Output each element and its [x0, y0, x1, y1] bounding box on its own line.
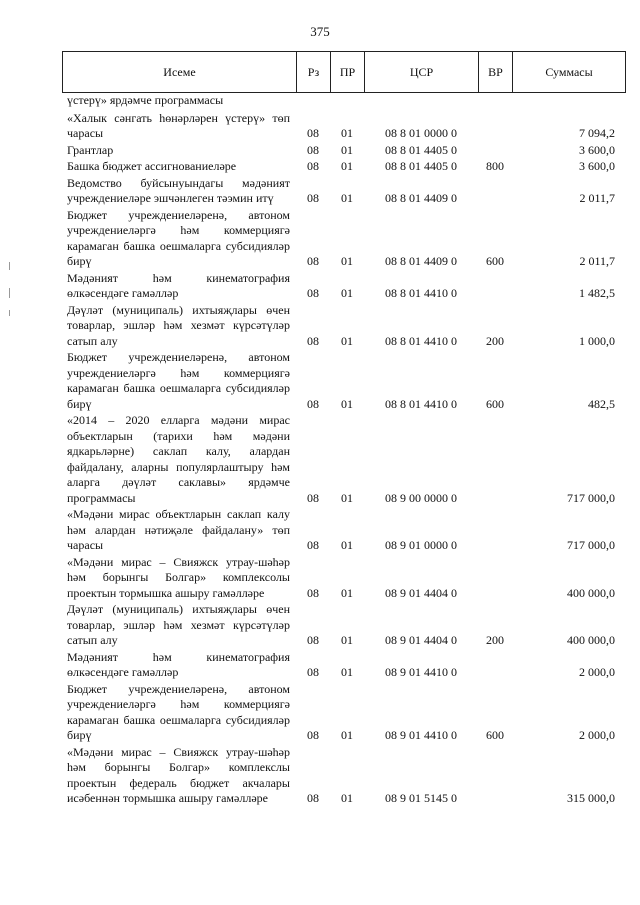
table-row	[62, 745, 625, 807]
cell-csr: 08 8 01 4410 0	[385, 396, 457, 411]
cell-pr: 01	[341, 728, 353, 742]
cell-csr: 08 9 01 4410 0	[385, 665, 457, 679]
cell-rz: 08	[307, 396, 319, 411]
cell-name: Грантлар	[67, 142, 114, 157]
table-row	[62, 159, 625, 175]
cell-rz: 08	[307, 126, 319, 140]
cell-name: Башка бюджет ассигнованиеләре	[67, 159, 237, 173]
cell-name: «Мәдәни мирас объектларын саклап калу һәм алардан нәтиҗәле файдалану» төп чарасы	[67, 507, 290, 552]
table-row	[62, 111, 625, 142]
cell-sum: 1 482,5	[579, 286, 615, 300]
cell-vr: 600	[486, 254, 504, 268]
table-row	[62, 555, 625, 602]
cell-sum: 2 011,7	[579, 254, 615, 268]
header-rz: Рз	[297, 52, 331, 93]
cell-rz: 08	[307, 490, 319, 505]
cell-sum: 400 000,0	[567, 633, 615, 647]
table-row	[62, 208, 625, 270]
cell-rz: 08	[307, 142, 319, 157]
cell-name: Бюджет учреждениеләренә, автоном учреждениеләргә һәм коммерциягә карамаган башка оешмаларга субсидияләр бирү	[67, 681, 290, 742]
cell-csr: 08 8 01 4405 0	[385, 142, 457, 157]
cell-csr: 08 8 01 0000 0	[385, 126, 457, 140]
cell-sum: 1 000,0	[579, 333, 615, 348]
cell-pr: 01	[341, 791, 353, 805]
cell-csr: 08 8 01 4409 0	[385, 254, 457, 268]
cell-pr: 01	[341, 159, 353, 173]
table-row	[62, 602, 625, 649]
cell-sum: 2 000,0	[579, 665, 615, 679]
cell-pr: 01	[341, 254, 353, 268]
cell-vr: 800	[486, 159, 504, 173]
cell-rz: 08	[307, 159, 319, 173]
cell-rz: 08	[307, 633, 319, 647]
table-row	[62, 176, 625, 207]
cell-csr: 08 9 01 4410 0	[385, 728, 457, 742]
cell-sum: 717 000,0	[567, 538, 615, 552]
cell-pr: 01	[341, 585, 353, 600]
cell-sum: 3 600,0	[579, 159, 615, 173]
cell-csr: 08 8 01 4410 0	[385, 333, 457, 348]
cell-csr: 08 8 01 4405 0	[385, 159, 457, 173]
cell-sum: 400 000,0	[567, 585, 615, 600]
cell-pr: 01	[341, 286, 353, 300]
cell-pr: 01	[341, 191, 353, 205]
cell-csr: 08 9 01 0000 0	[385, 538, 457, 552]
table-row	[62, 143, 625, 159]
cell-pr: 01	[341, 490, 353, 505]
cell-pr: 01	[341, 396, 353, 411]
cell-sum: 2 011,7	[579, 191, 615, 205]
cell-sum: 717 000,0	[567, 490, 615, 505]
cell-pr: 01	[341, 142, 353, 157]
cell-vr: 600	[486, 396, 504, 411]
cell-name: Мәдәният һәм кинематография өлкәсендәге гамәлләр	[67, 649, 290, 679]
header-pr: ПР	[331, 52, 365, 93]
cell-name: Ведомство буйсынуындагы мәдәният учреждениеләре эшчәнлеген тәэмин итү	[67, 175, 290, 205]
cell-vr: 600	[486, 728, 504, 742]
cell-pr: 01	[341, 665, 353, 679]
table-header	[62, 51, 626, 93]
cell-sum: 315 000,0	[567, 791, 615, 805]
cell-rz: 08	[307, 254, 319, 268]
margin-mark	[9, 262, 10, 270]
cell-pr: 01	[341, 333, 353, 348]
table-row	[62, 303, 625, 350]
margin-mark	[9, 288, 10, 298]
cell-name: «Мәдәни мирас – Свияжск утрау-шәһәр һәм борынгы Болгар» комплекслы проектын федераль бюджет акчалары исәбеннән тормышка ашыру гамәлләре	[67, 744, 290, 805]
margin-mark	[9, 310, 10, 316]
cell-sum: 2 000,0	[579, 728, 615, 742]
header-vr: ВР	[479, 52, 513, 93]
cell-rz: 08	[307, 585, 319, 600]
cell-pr: 01	[341, 538, 353, 552]
cell-sum: 3 600,0	[579, 142, 615, 157]
cell-csr: 08 8 01 4409 0	[385, 191, 457, 205]
table-row	[62, 350, 625, 412]
cell-name: Дәүләт (муниципаль) ихтыяҗлары өчен товарлар, эшләр һәм хезмәт күрсәтүләр сатып алу	[67, 302, 290, 348]
cell-csr: 08 9 01 4404 0	[385, 585, 457, 600]
page-number: 375	[310, 24, 330, 39]
cell-sum: 7 094,2	[579, 126, 615, 140]
cell-sum: 482,5	[588, 396, 615, 411]
cell-rz: 08	[307, 191, 319, 205]
table-row	[62, 413, 625, 506]
cell-name: Мәдәният һәм кинематография өлкәсендәге гамәлләр	[67, 270, 290, 300]
header-sum: Суммасы	[513, 52, 626, 93]
cell-csr: 08 9 01 4404 0	[385, 633, 457, 647]
cell-rz: 08	[307, 791, 319, 805]
table-row	[62, 93, 625, 109]
header-name: Исеме	[63, 52, 297, 93]
cell-name: Бюджет учреждениеләренә, автоном учреждениеләргә һәм коммерциягә карамаган башка оешмаларга субсидияләр бирү	[67, 350, 290, 411]
cell-rz: 08	[307, 538, 319, 552]
cell-rz: 08	[307, 333, 319, 348]
table-row	[62, 650, 625, 681]
cell-name: үстерү» ярдәмче программасы	[67, 93, 224, 107]
cell-name: Дәүләт (муниципаль) ихтыяҗлары өчен товарлар, эшләр һәм хезмәт күрсәтүләр сатып алу	[67, 602, 290, 647]
cell-rz: 08	[307, 665, 319, 679]
table-row	[62, 507, 625, 554]
table-row	[62, 682, 625, 744]
cell-vr: 200	[486, 333, 504, 348]
cell-pr: 01	[341, 126, 353, 140]
cell-csr: 08 8 01 4410 0	[385, 286, 457, 300]
header-csr: ЦСР	[365, 52, 479, 93]
cell-pr: 01	[341, 633, 353, 647]
cell-csr: 08 9 00 0000 0	[385, 490, 457, 505]
table-body	[62, 93, 625, 807]
table-row	[62, 271, 625, 302]
cell-csr: 08 9 01 5145 0	[385, 791, 457, 805]
cell-name: «Халык сәнгать һөнәрләрен үстерү» төп чарасы	[67, 110, 290, 140]
cell-rz: 08	[307, 728, 319, 742]
cell-name: «2014 – 2020 елларга мәдәни мирас объектларын (тарихи һәм мәдәни ядкарьләрне) саклап калу, алардан файдалану, аларны популярлаштыру һәм аларга дәүләт саклавы» ярдәмче программасы	[67, 413, 290, 505]
cell-name: «Мәдәни мирас – Свияжск утрау-шәһәр һәм борынгы Болгар» комплексолы проектын тормышка ашыру гамәлләре	[67, 554, 290, 600]
cell-vr: 200	[486, 633, 504, 647]
cell-name: Бюджет учреждениеләренә, автоном учреждениеләргә һәм коммерциягә карамаган башка оешмаларга субсидияләр бирү	[67, 207, 290, 268]
cell-rz: 08	[307, 286, 319, 300]
